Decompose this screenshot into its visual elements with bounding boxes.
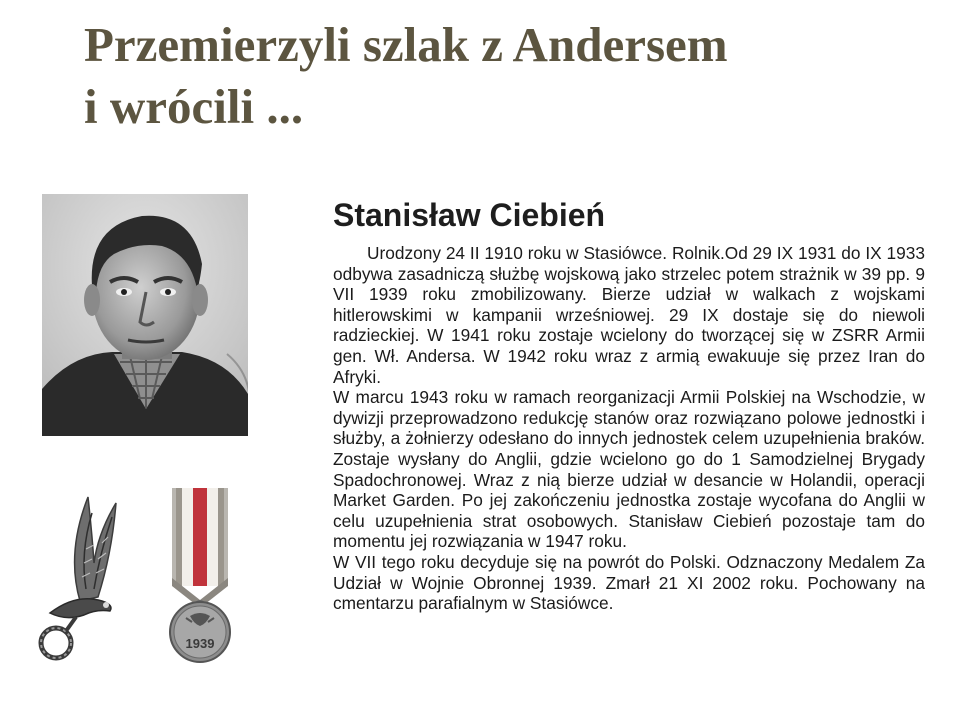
slide-title-line-2: i wrócili ... [84, 79, 304, 134]
biography-paragraph-2: W marcu 1943 roku w ramach reorganizacji Armii Polskiej na Wschodzie, w dywizji przeprowadzono redukcję stanów oraz rozwiązano polowe jednostki i służby, a żołnierzy odesłano do innych jednostek celem uzupełnienia braków. Zostaje wysłany do Anglii, gdzie wcielono go do 1 Samodzielnej Brygady Spadochronowej. Wraz z nią bierze udział w desancie w Holandii, operacji Market Garden. Po jej zakończeniu jednostka zostaje wycofana do Anglii w celu uzupełnienia strat osobowych. Stanisław Ciebień pozostaje tam do momentu jej rozwiązania w 1947 roku. [333, 387, 925, 552]
portrait-illustration [42, 194, 248, 436]
slide-title-line-1: Przemierzyli szlak z Andersem [84, 17, 728, 72]
biography-paragraph-1: Urodzony 24 II 1910 roku w Stasiówce. Rolnik.Od 29 IX 1931 do IX 1933 odbywa zasadniczą służbę wojskową jako strzelec potem strażnik w 39 pp. 9 VII 1939 roku zmobilizowany. Bierze udział w walkach z wojskami hitlerowskimi w kampanii wrześniowej. 29 IX dostaje się do niewoli radzieckiej. W 1941 roku zostaje wcielony do tworzącej się w ZSRR Armii gen. Wł. Andersa. W 1942 roku wraz z armią ewakuuje się przez Iran do Afryki. [333, 243, 925, 387]
biography-text [333, 243, 925, 614]
biography-paragraph-3: W VII tego roku decyduje się na powrót do Polski. Odznaczony Medalem Za Udział w Wojnie Obronnej 1939. Zmarł 21 XI 2002 roku. Pochowany na cmentarzu parafialnym w Stasiówce. [333, 551, 925, 614]
person-name: Stanisław Ciebień [333, 197, 606, 233]
portrait-photo [42, 194, 248, 436]
paratrooper-eagle-badge-icon [36, 493, 128, 665]
medal-1939-icon [166, 488, 234, 664]
slide-title [84, 14, 924, 138]
medal-year-label: 1939 [185, 636, 215, 651]
